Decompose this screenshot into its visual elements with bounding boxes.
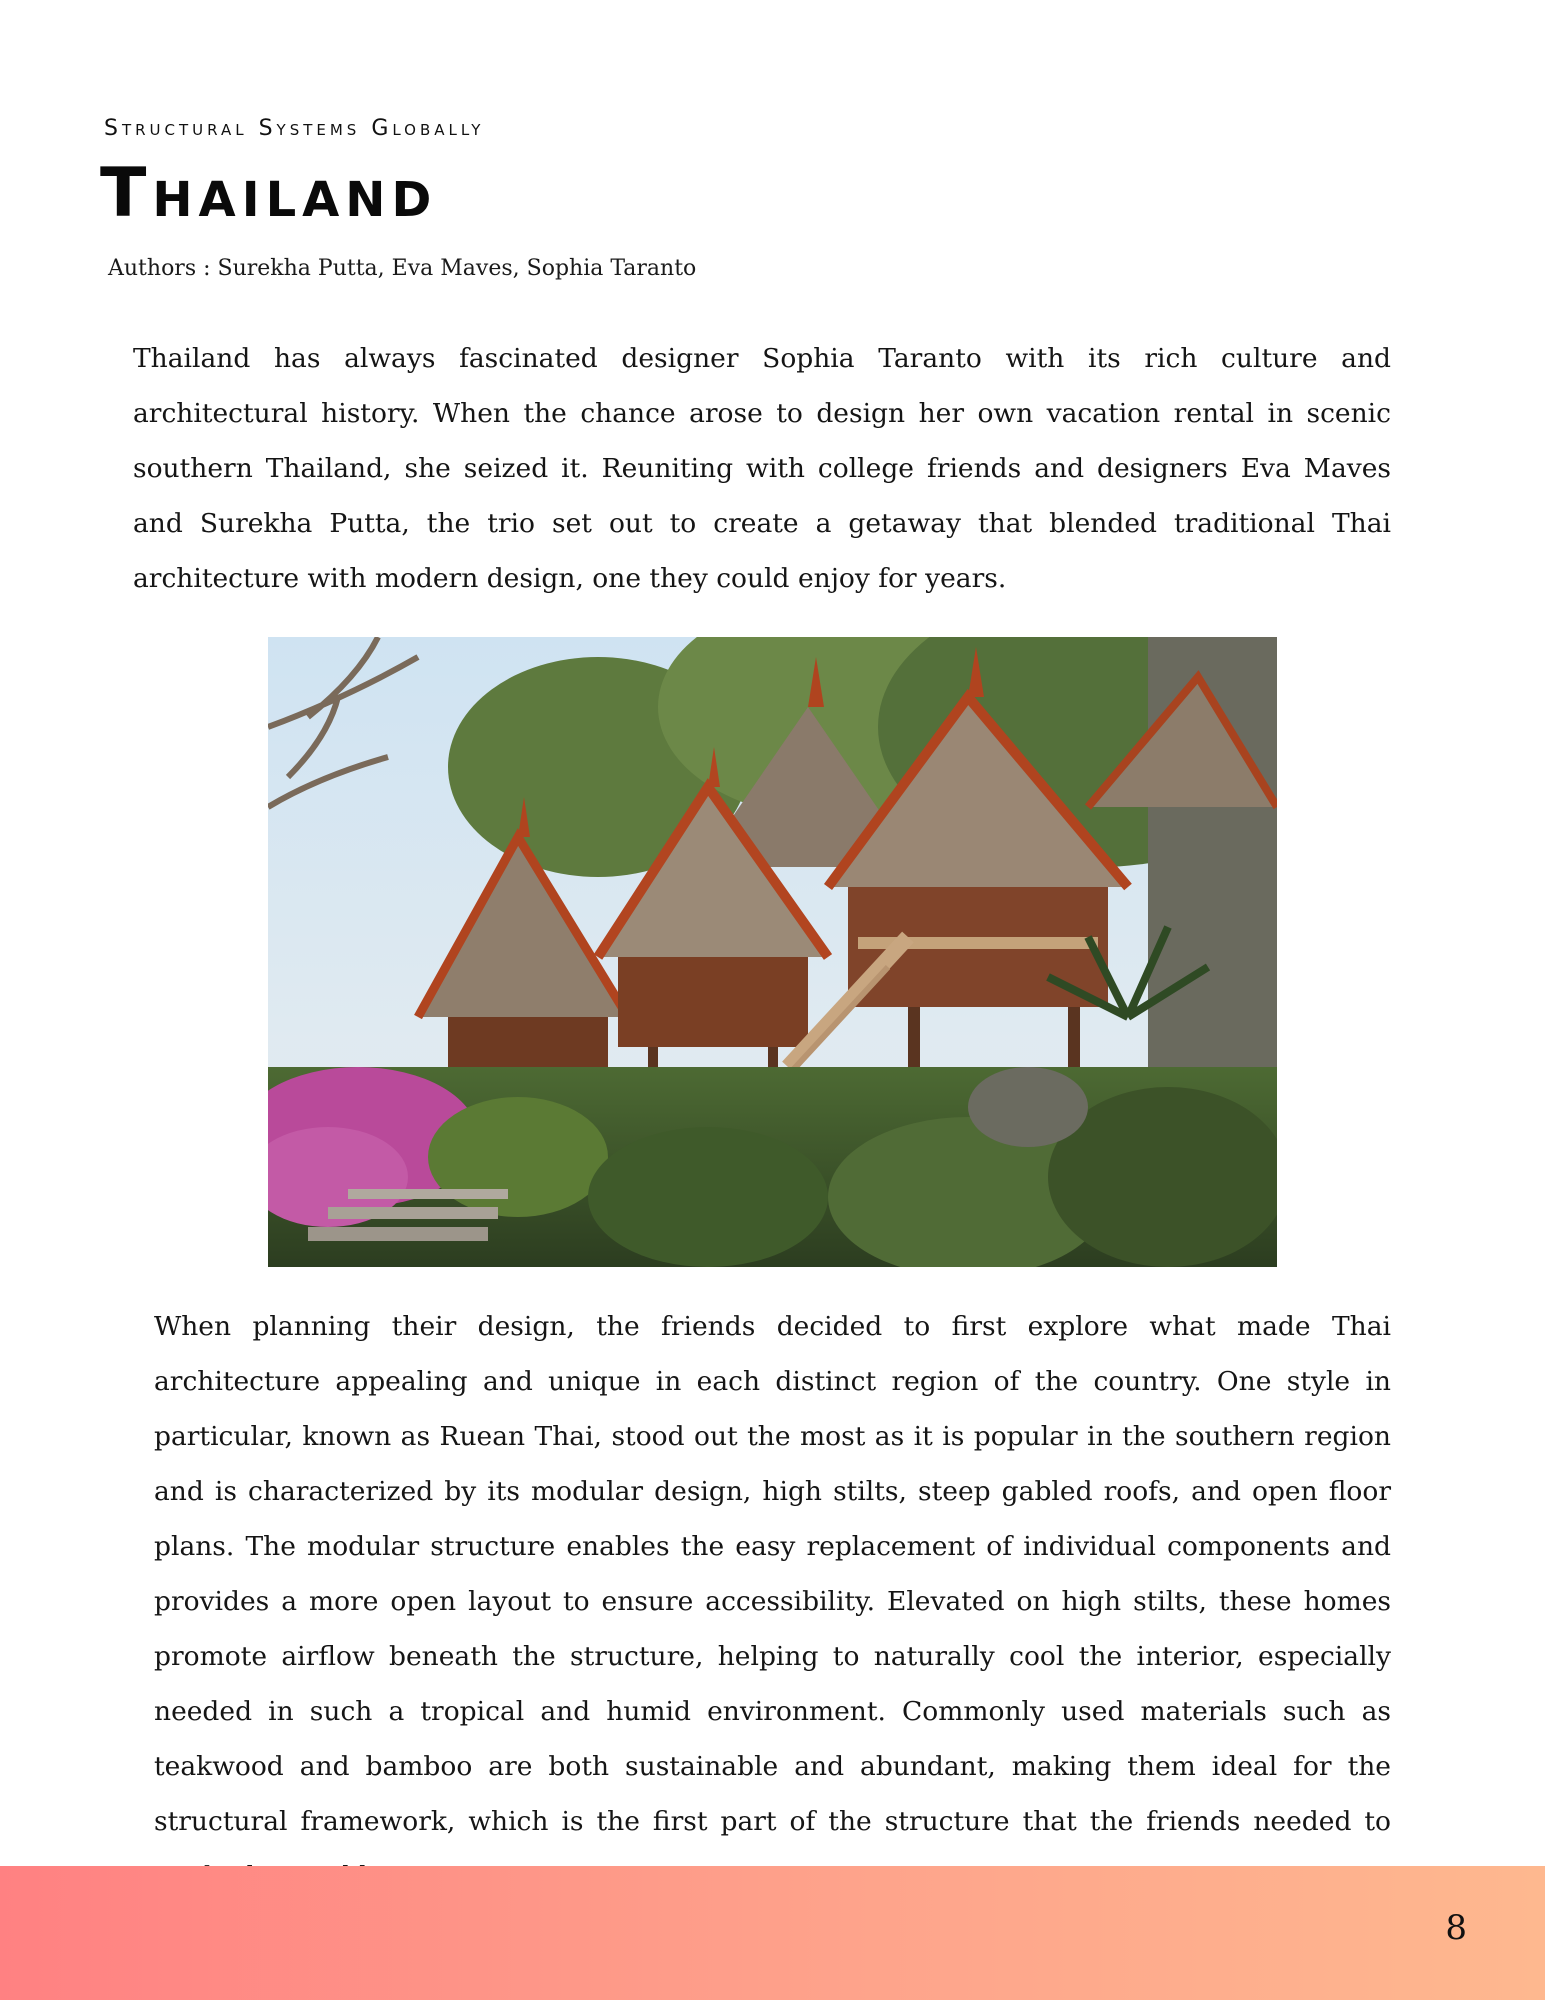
section-kicker: Structural Systems Globally xyxy=(104,116,485,141)
thai-house-photo xyxy=(268,637,1277,1267)
ruean-thai-paragraph: When planning their design, the friends decided to first explore what made Thai architecture appealing and unique in each distinct region of the country. One style in particular, known as Ruean Thai, stood out the most as it is popular in the southern region and is characterized by its modular design, high stilts, steep gabled roofs, and open floor plans. The modular structure enables the easy replacement of individual components and provides a more open layout to ensure accessibility. Elevated on high stilts, these homes promote airflow beneath the structure, helping to naturally cool the interior, especially needed in such a tropical and humid environment. Commonly used materials such as teakwood and bamboo are both sustainable and abundant, making them ideal for the structural framework, which is the first part of the structure that the friends needed to xyxy=(154,1311,1391,1837)
authors-line: Authors : Surekha Putta, Eva Maves, Sophia Taranto xyxy=(108,256,697,281)
thai-house-illustration xyxy=(268,637,1277,1267)
intro-paragraph: Thailand has always fascinated designer Sophia Taranto with its rich culture and architectural history. When the chance arose to design her own vacation rental in scenic southern Thailand, she seized it. Reuniting with college friends and designers Eva Maves and Surekha Putta, the trio set out to create a getaway that blended traditional Thai architecture with modern design, one they could enjoy for years. xyxy=(133,343,1391,594)
page-number: 8 xyxy=(1445,1908,1467,1948)
page-title: Thailand xyxy=(100,154,438,233)
footer-band xyxy=(0,1866,1545,2000)
